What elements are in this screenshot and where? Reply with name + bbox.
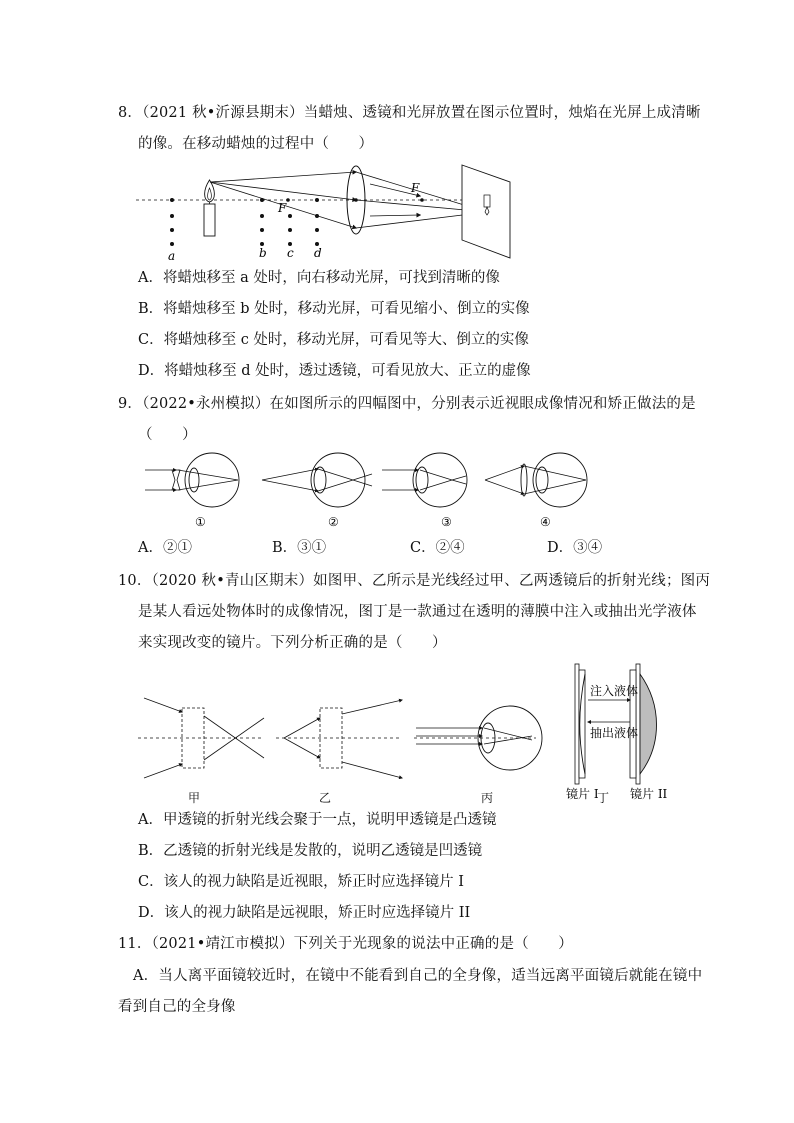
label-a: a	[168, 249, 176, 262]
q9-option-a: A．②①	[138, 540, 192, 556]
label-jia: 甲	[188, 791, 201, 805]
label-f-right: F	[411, 181, 420, 195]
eye-diagram-2	[262, 453, 372, 507]
q10-option-a: A．甲透镜的折射光线会聚于一点，说明甲透镜是凸透镜	[138, 812, 497, 828]
q10-option-d: D．该人的视力缺陷是远视眼，矫正时应选择镜片 II	[138, 905, 471, 921]
q8-option-b: B．将蜡烛移至 b 处时，移动光屏，可看见缩小、倒立的实像	[138, 301, 530, 317]
label-fig-3: ③	[441, 515, 452, 529]
q9-stem-line2: （ ）	[138, 427, 197, 443]
lens-jia-diagram	[138, 698, 264, 778]
label-b: b	[259, 246, 267, 260]
label-bing: 丙	[481, 791, 494, 805]
label-d: d	[314, 246, 322, 260]
label-ding: 丁	[597, 791, 610, 805]
label-lens1: 镜片 I	[566, 787, 599, 801]
q8-candle-lens-diagram	[130, 160, 520, 262]
q8-option-a: A．将蜡烛移至 a 处时，向右移动光屏，可找到清晰的像	[138, 270, 500, 286]
q8-stem-line1: 8．（2021 秋•沂源县期末）当蜡烛、透镜和光屏放置在图示位置时，烛焰在光屏上成清晰	[118, 105, 701, 121]
label-fig-4: ④	[540, 515, 551, 529]
q8-option-c: C．将蜡烛移至 c 处时，移动光屏，可看见等大、倒立的实像	[138, 332, 529, 348]
eye-bing-diagram	[414, 706, 542, 770]
q9-option-d: D．③④	[547, 540, 603, 556]
eye-diagram-1	[145, 453, 239, 507]
label-yi: 乙	[319, 791, 332, 805]
q10-option-c: C．该人的视力缺陷是近视眼，矫正时应选择镜片 I	[138, 874, 464, 890]
eye-diagram-3	[382, 453, 467, 507]
label-lens2: 镜片 II	[630, 787, 668, 801]
label-extract: 抽出液体	[590, 726, 639, 740]
q8-stem-line2: 的像。在移动蜡烛的过程中（ ）	[138, 136, 374, 152]
label-fig-2: ②	[328, 515, 339, 529]
q10-stem-line3: 来实现改变的镜片。下列分析正确的是（ ）	[138, 635, 447, 651]
q10-lens-diagrams	[136, 660, 676, 805]
label-fig-1: ①	[195, 515, 206, 529]
lens-ding-diagram	[575, 664, 657, 784]
lens-yi-diagram	[276, 700, 402, 778]
q11-option-a-line2: 看到自己的全身像	[118, 999, 236, 1015]
q10-stem-line1: 10．（2020 秋•青山区期末）如图甲、乙所示是光线经过甲、乙两透镜后的折射光线；图丙	[118, 573, 711, 589]
q10-stem-line2: 是某人看远处物体时的成像情况，图丁是一款通过在透明的薄膜中注入或抽出光学液体	[138, 604, 697, 620]
q8-option-d: D．将蜡烛移至 d 处时，透过透镜，可看见放大、正立的虚像	[138, 363, 531, 379]
q11-stem-line1: 11．（2021•靖江市模拟）下列关于光现象的说法中正确的是（ ）	[118, 936, 573, 952]
label-inject: 注入液体	[590, 684, 639, 698]
q10-option-b: B．乙透镜的折射光线是发散的，说明乙透镜是凹透镜	[138, 843, 483, 859]
label-f-left: F	[278, 201, 287, 215]
label-c: c	[287, 246, 294, 260]
q9-option-c: C．②④	[410, 540, 465, 556]
q9-stem-line1: 9．（2022•永州模拟）在如图所示的四幅图中，分别表示近视眼成像情况和矫正做法的是	[118, 396, 696, 412]
q9-eye-diagrams	[140, 450, 610, 532]
q9-option-b: B．③①	[272, 540, 327, 556]
q11-option-a-line1: A．当人离平面镜较近时，在镜中不能看到自己的全身像，适当远离平面镜后就能在镜中	[133, 968, 703, 984]
candle-icon	[204, 180, 215, 236]
eye-diagram-4	[485, 453, 587, 507]
